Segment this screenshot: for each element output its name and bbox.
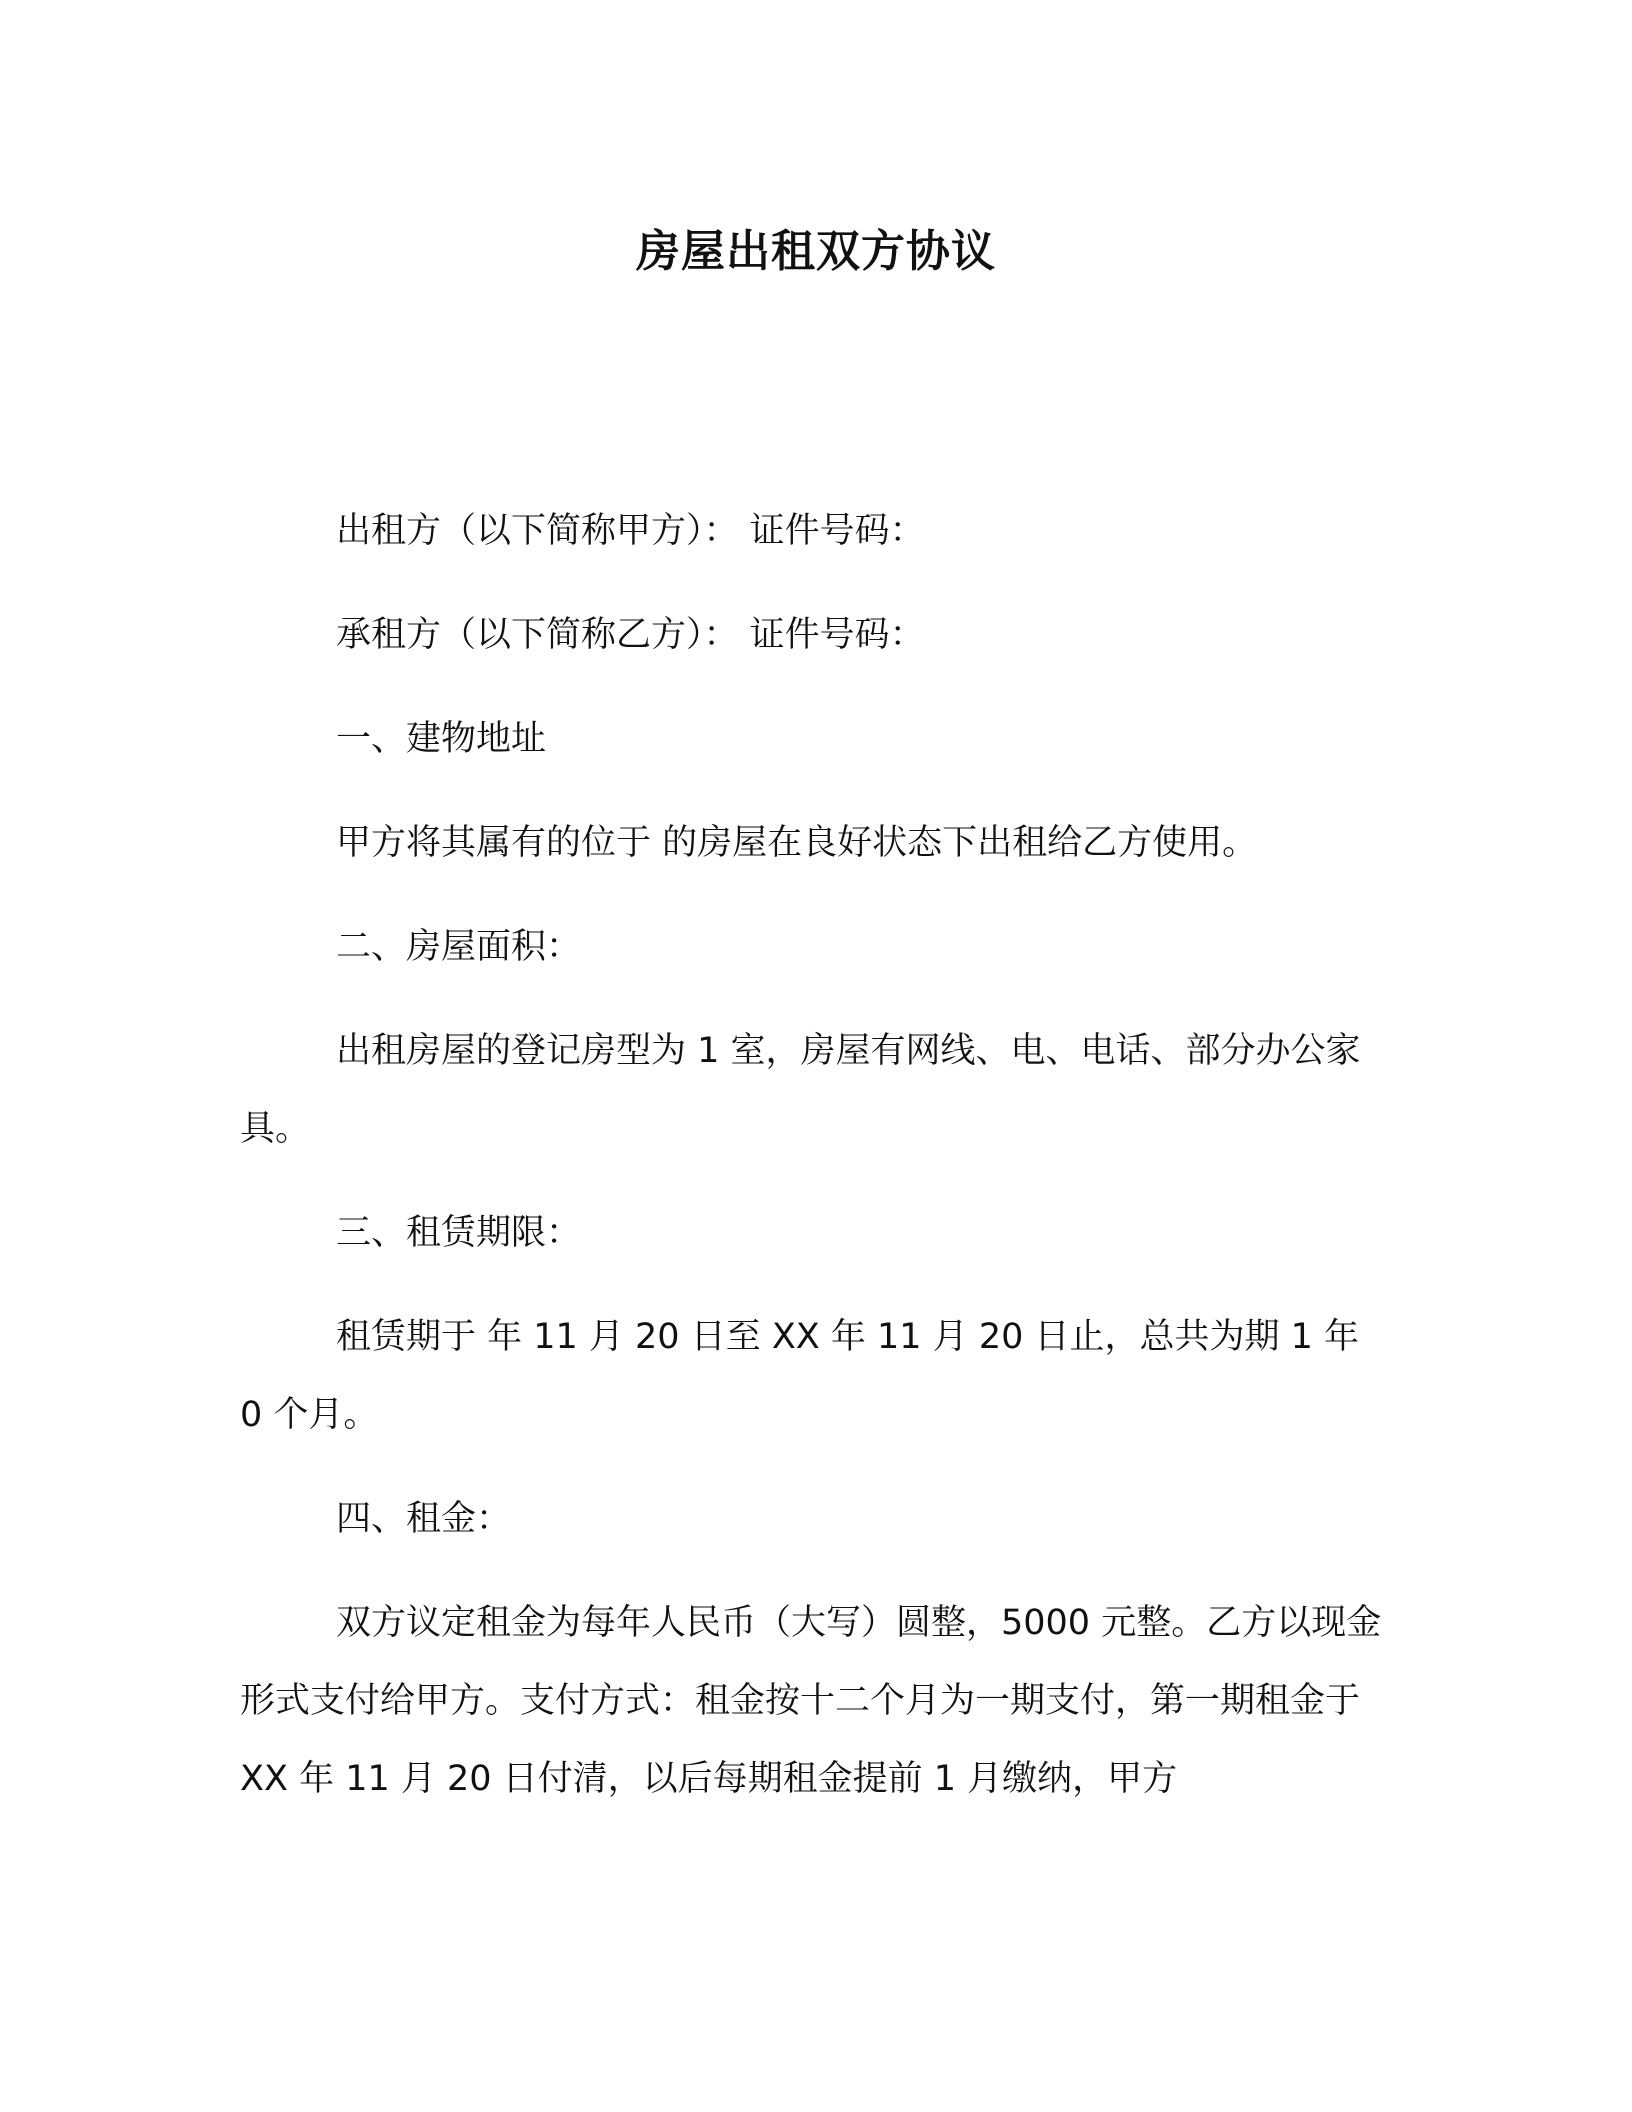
section-heading-address: 一、建物地址 <box>336 719 547 759</box>
area-paragraph: 出租房屋的登记房型为 1 室，房屋有网线、电、电话、部分办公家具。 <box>240 1031 1361 1149</box>
term-paragraph: 租赁期于 年 11 月 20 日至 XX 年 11 月 20 日止，总共为期 1 年 0 个月。 <box>240 1317 1359 1435</box>
section-heading-term: 三、租赁期限： <box>336 1213 582 1253</box>
address-paragraph: 甲方将其属有的位于 的房屋在良好状态下出租给乙方使用。 <box>336 823 1258 863</box>
document-title: 房屋出租双方协议 <box>636 226 996 277</box>
lessor-line: 出租方（以下简称甲方）： 证件号码： <box>336 511 925 551</box>
rent-paragraph: 双方议定租金为每年人民币（大写）圆整，5000 元整。乙方以现金形式支付给甲方。支付方式：租金按十二个月为一期支付，第一期租金于 XX 年 11 月 20 日付清，以后每期租金提前 1 月缴纳，甲方 <box>240 1603 1382 1799</box>
section-heading-area: 二、房屋面积： <box>336 927 582 967</box>
section-heading-rent: 四、租金： <box>336 1499 512 1539</box>
lessee-line: 承租方（以下简称乙方）： 证件号码： <box>336 615 925 655</box>
document-body <box>240 492 1384 1844</box>
